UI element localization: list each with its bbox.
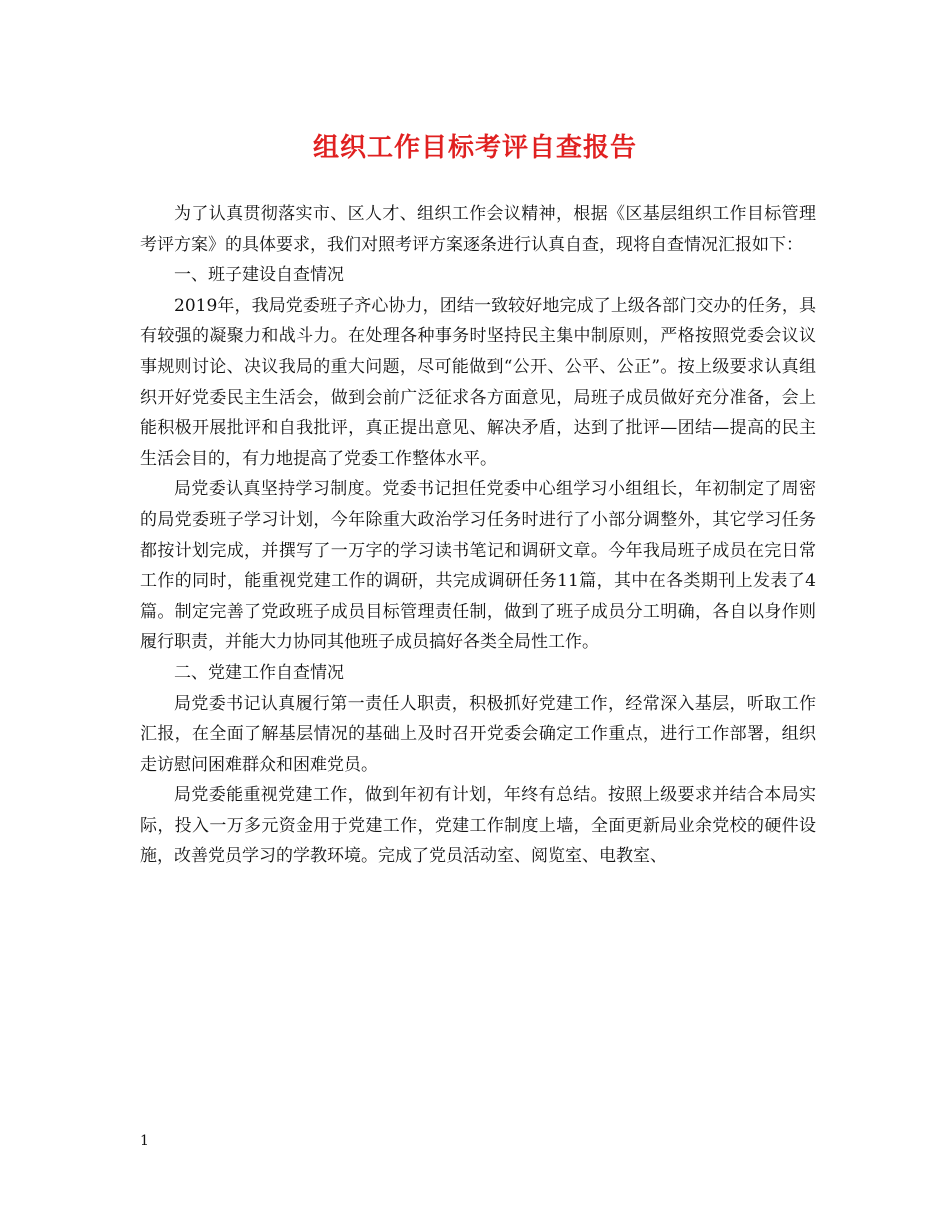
page-number: 1 bbox=[140, 1133, 149, 1149]
paragraph-study-system: 局党委认真坚持学习制度。党委书记担任党委中心组学习小组组长，年初制定了周密的局党委班子学习计划，今年除重大政治学习任务时进行了小部分调整外，其它学习任务都按计划完成，并撰写了一万字的学习读书笔记和调研文章。今年我局班子成员在完日常工作的同时，能重视党建工作的调研，共完成调研任务11篇，其中在各类期刊上发表了4篇。制定完善了党政班子成员目标管理责任制，做到了班子成员分工明确，各自以身作则履行职责，并能大力协同其他班子成员搞好各类全局性工作。 bbox=[140, 479, 816, 653]
section-heading-party-building: 二、党建工作自查情况 bbox=[174, 662, 344, 683]
section-heading-team-building: 一、班子建设自查情况 bbox=[174, 265, 344, 286]
paragraph-secretary-duty: 局党委书记认真履行第一责任人职责，积极抓好党建工作，经常深入基层，听取工作汇报，在全面了解基层情况的基础上及时召开党委会确定工作重点，进行工作部署，组织走访慰问困难群众和困难党员。 bbox=[140, 693, 816, 775]
document-title: 组织工作目标考评自查报告 bbox=[312, 133, 637, 163]
paragraph-team-building: 2019年，我局党委班子齐心协力，团结一致较好地完成了上级各部门交办的任务，具有较强的凝聚力和战斗力。在处理各种事务时坚持民主集中制原则，严格按照党委会议议事规则讨论、决议我局的重大问题，尽可能做到“公开、公平、公正”。按上级要求认真组织开好党委民主生活会，做到会前广泛征求各方面意见，局班子成员做好充分准备，会上能积极开展批评和自我批评，真正提出意见、解决矛盾，达到了批评—团结—提高的民主生活会目的，有力地提高了党委工作整体水平。 bbox=[140, 295, 816, 469]
paragraph-intro: 为了认真贯彻落实市、区人才、组织工作会议精神，根据《区基层组织工作目标管理考评方案》的具体要求，我们对照考评方案逐条进行认真自查，现将自查情况汇报如下： bbox=[140, 204, 816, 255]
paragraph-party-planning: 局党委能重视党建工作，做到年初有计划，年终有总结。按照上级要求并结合本局实际，投入一万多元资金用于党建工作，党建工作制度上墙，全面更新局业余党校的硬件设施，改善党员学习的学教环境。完成了党员活动室、阅览室、电教室、 bbox=[140, 785, 816, 867]
document-body bbox=[140, 199, 816, 872]
